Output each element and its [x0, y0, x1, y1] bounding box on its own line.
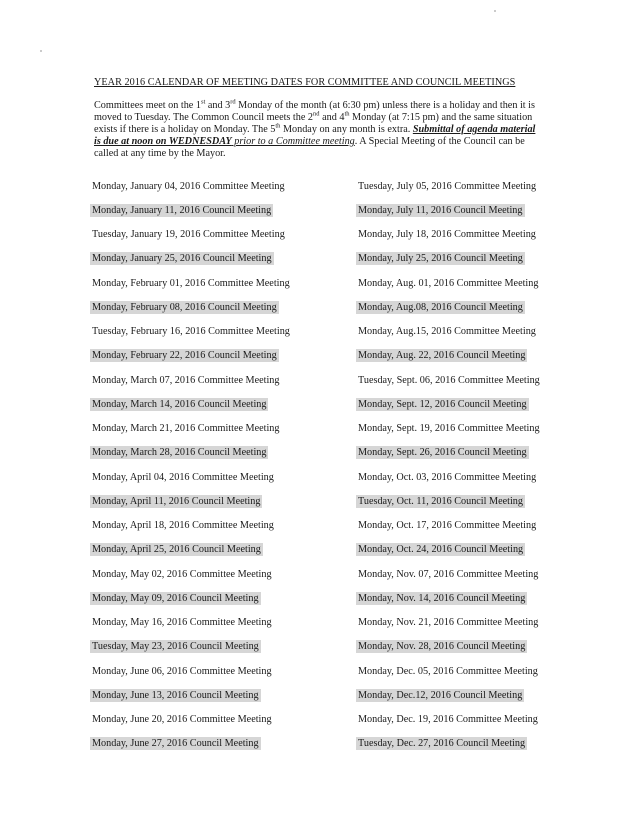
committee-note: prior to a Committee meeting [231, 136, 355, 147]
intro-text: and 4 [319, 112, 345, 123]
meeting-entry-text: Monday, May 16, 2016 Committee Meeting [92, 617, 272, 629]
meeting-entry [90, 344, 292, 368]
intro-superscript: th [275, 122, 281, 130]
meeting-entry-text: Tuesday, May 23, 2016 Council Meeting [92, 641, 259, 653]
meeting-entry [356, 683, 542, 707]
meeting-entry-text: Monday, January 25, 2016 Council Meeting [92, 253, 272, 265]
meeting-entry [356, 562, 542, 586]
meeting-entry-text: Monday, February 01, 2016 Committee Meeting [92, 277, 290, 289]
meeting-entry-text: Monday, January 11, 2016 Council Meeting [92, 204, 272, 216]
meeting-entry-text: Monday, Oct. 17, 2016 Committee Meeting [358, 520, 537, 532]
meeting-entry [90, 417, 292, 441]
scan-speck [494, 10, 496, 12]
meeting-entry [90, 732, 292, 756]
intro-text: . A Special Meeting of the Council can be called at any time by the Mayor. [94, 136, 525, 159]
intro-paragraph [94, 100, 544, 160]
meeting-entry-text: Monday, Dec. 19, 2016 Committee Meeting [358, 714, 538, 726]
meeting-entry-text: Monday, March 07, 2016 Committee Meeting [92, 374, 280, 386]
meeting-entry-text: Monday, February 22, 2016 Council Meeting [92, 350, 277, 362]
meeting-entry [90, 708, 292, 732]
meeting-entry-text: Monday, June 27, 2016 Council Meeting [92, 738, 259, 750]
meeting-entry-text: Monday, Sept. 19, 2016 Committee Meeting [358, 423, 540, 435]
meeting-entry-text: Monday, Dec. 05, 2016 Committee Meeting [358, 665, 538, 677]
meeting-entry [90, 223, 292, 247]
meeting-entry [90, 392, 292, 416]
meeting-entry [90, 586, 292, 610]
meeting-entry [90, 247, 292, 271]
intro-superscript: rd [230, 98, 236, 106]
meeting-entry-text: Tuesday, February 16, 2016 Committee Meeting [92, 326, 290, 338]
meeting-entry-text: Tuesday, January 19, 2016 Committee Meeting [92, 229, 285, 241]
meeting-entry-text: Monday, March 21, 2016 Committee Meeting [92, 423, 280, 435]
meeting-entry-text: Monday, June 06, 2016 Committee Meeting [92, 665, 272, 677]
meeting-entry [356, 344, 542, 368]
meeting-entry-text: Tuesday, Dec. 27, 2016 Council Meeting [358, 738, 526, 750]
meeting-entry-text: Tuesday, Sept. 06, 2016 Committee Meeting [358, 374, 540, 386]
meeting-entry-text: Monday, Nov. 07, 2016 Committee Meeting [358, 568, 539, 580]
meeting-entry [90, 174, 292, 198]
meeting-entry-text: Tuesday, Oct. 11, 2016 Council Meeting [358, 495, 523, 507]
meeting-entry [90, 514, 292, 538]
meeting-entry-text: Monday, Oct. 24, 2016 Council Meeting [358, 544, 524, 556]
meeting-entry-text: Monday, Aug.08, 2016 Council Meeting [358, 301, 523, 313]
meeting-entry [356, 514, 542, 538]
meeting-entry [90, 441, 292, 465]
meeting-entry [356, 611, 542, 635]
meeting-entry-text: Monday, Oct. 03, 2016 Committee Meeting [358, 471, 537, 483]
intro-text: Monday (at 7:15 pm) and the same situation exists if there is a holiday on Monday. The 5 [94, 112, 533, 135]
meeting-entry [90, 489, 292, 513]
meeting-entry [90, 465, 292, 489]
meeting-entry-text: Monday, June 13, 2016 Council Meeting [92, 689, 259, 701]
meeting-entry [356, 320, 542, 344]
meeting-entry [356, 708, 542, 732]
meeting-entry [356, 295, 542, 319]
meeting-entry-text: Monday, Aug. 01, 2016 Committee Meeting [358, 277, 539, 289]
meeting-entry [356, 223, 542, 247]
meeting-entry-text: Monday, January 04, 2016 Committee Meeting [92, 180, 285, 192]
meeting-entry [90, 611, 292, 635]
meeting-entry [90, 562, 292, 586]
meeting-entry [356, 465, 542, 489]
meeting-entry-text: Monday, July 25, 2016 Council Meeting [358, 253, 523, 265]
meeting-entry [356, 271, 542, 295]
meeting-entry [356, 368, 542, 392]
meeting-entry-text: Monday, April 25, 2016 Council Meeting [92, 544, 261, 556]
meeting-entry [90, 538, 292, 562]
scan-speck [40, 50, 42, 52]
meeting-entry-text: Monday, April 04, 2016 Committee Meeting [92, 471, 274, 483]
meeting-entry [356, 417, 542, 441]
intro-text: Monday of the month (at 6:30 pm) unless there is a holiday and then it is moved to Tuesday. The Common Council meets the 2 [94, 100, 535, 123]
meeting-entry [356, 392, 542, 416]
intro-superscript: nd [313, 110, 320, 118]
document-title: YEAR 2016 CALENDAR OF MEETING DATES FOR COMMITTEE AND COUNCIL MEETINGS [94, 77, 516, 88]
intro-text: Committees meet on the 1 [94, 100, 201, 111]
meeting-entry [356, 538, 542, 562]
intro-superscript: th [344, 110, 350, 118]
meeting-entry [90, 320, 292, 344]
intro-text: and 3 [205, 100, 231, 111]
meeting-entry [90, 635, 292, 659]
meeting-entry-text: Monday, May 09, 2016 Council Meeting [92, 592, 259, 604]
meeting-entry [356, 198, 542, 222]
meeting-entry-text: Monday, March 28, 2016 Council Meeting [92, 447, 267, 459]
submittal-deadline-note: Submittal of agenda material is due at noon on WEDNESDAY [94, 124, 536, 147]
meeting-entry-text: Monday, Dec.12, 2016 Council Meeting [358, 689, 523, 701]
january-june-meetings-column [90, 174, 292, 756]
meeting-entry-text: Monday, April 18, 2016 Committee Meeting [92, 520, 274, 532]
intro-superscript: st [200, 98, 206, 106]
meeting-entry [90, 368, 292, 392]
meeting-entry-text: Monday, Aug.15, 2016 Committee Meeting [358, 326, 536, 338]
meeting-entry [90, 271, 292, 295]
meeting-entry [90, 659, 292, 683]
meeting-entry-text: Monday, Nov. 28, 2016 Council Meeting [358, 641, 526, 653]
meeting-entry-text: Monday, Aug. 22, 2016 Council Meeting [358, 350, 526, 362]
meeting-entry [356, 174, 542, 198]
meeting-entry [90, 198, 292, 222]
meeting-entry [356, 247, 542, 271]
meeting-entry-text: Monday, February 08, 2016 Council Meeting [92, 301, 277, 313]
meeting-entry-text: Monday, Sept. 12, 2016 Council Meeting [358, 398, 527, 410]
meeting-entry-text: Monday, Nov. 21, 2016 Committee Meeting [358, 617, 539, 629]
meeting-entry [356, 732, 542, 756]
meeting-entry [90, 295, 292, 319]
meeting-entry-text: Monday, Sept. 26, 2016 Council Meeting [358, 447, 527, 459]
meeting-entry [356, 489, 542, 513]
meeting-entry-text: Tuesday, July 05, 2016 Committee Meeting [358, 180, 537, 192]
meeting-entry-text: Monday, July 18, 2016 Committee Meeting [358, 229, 536, 241]
meeting-entry-text: Monday, June 20, 2016 Committee Meeting [92, 714, 272, 726]
intro-text: Monday on any month is extra. [280, 124, 413, 135]
meeting-entry [356, 635, 542, 659]
july-december-meetings-column [356, 174, 542, 756]
meeting-entry-text: Monday, Nov. 14, 2016 Council Meeting [358, 592, 526, 604]
meeting-entry [90, 683, 292, 707]
meeting-entry-text: Monday, May 02, 2016 Committee Meeting [92, 568, 272, 580]
meeting-entry-text: Monday, March 14, 2016 Council Meeting [92, 398, 267, 410]
meeting-entry-text: Monday, April 11, 2016 Council Meeting [92, 495, 261, 507]
meeting-entry [356, 586, 542, 610]
meeting-entry [356, 441, 542, 465]
meeting-entry [356, 659, 542, 683]
meeting-entry-text: Monday, July 11, 2016 Council Meeting [358, 204, 523, 216]
